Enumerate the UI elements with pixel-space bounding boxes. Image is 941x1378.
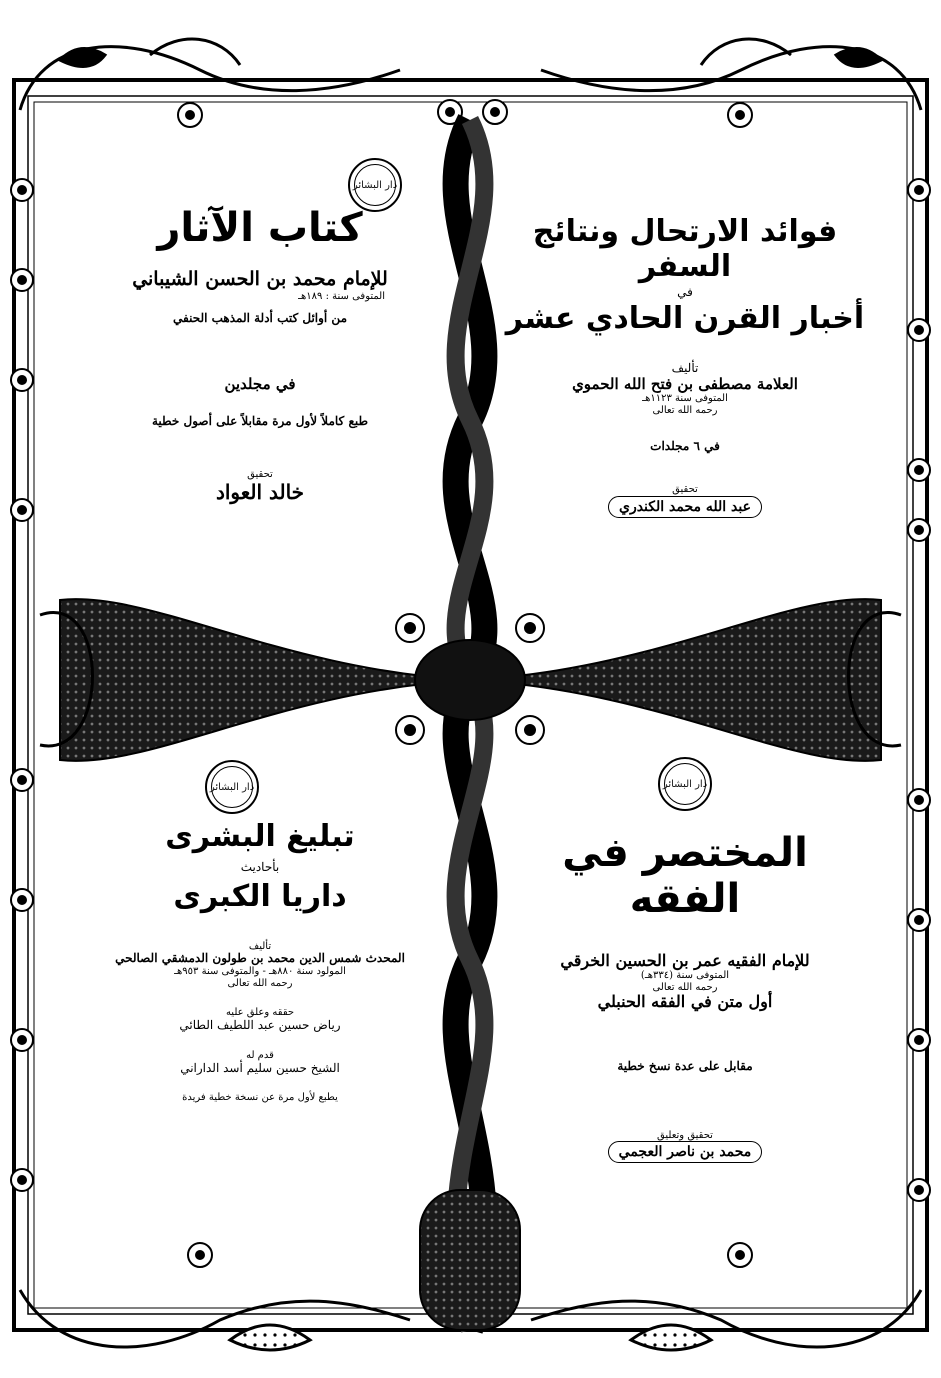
book-subtitle: من أوائل كتب أدلة المذهب الحنفي <box>173 311 347 326</box>
top-scrollwork <box>20 39 921 110</box>
editor-name: خالد العواد <box>215 479 305 504</box>
author-name: للإمام الفقيه عمر بن الحسين الخرقي <box>560 951 810 970</box>
editor-label: تحقيق وتعليق <box>657 1129 713 1141</box>
title-connector: في <box>677 285 693 299</box>
book-panel-bottom-left <box>75 820 445 1103</box>
author-name: العلامة مصطفى بن فتح الله الحموي <box>572 375 798 394</box>
rahimahu-text: رحمه الله تعالى <box>227 977 293 989</box>
life-dates: المولود سنة ٨٨٠هـ - والمتوفى سنة ٩٥٣هـ <box>174 966 346 978</box>
title-connector: بأحاديث <box>240 859 280 874</box>
editor-label: حققه وعلق عليه <box>225 1007 295 1019</box>
editor-label: تحقيق <box>672 484 698 496</box>
seal-text: دار البشائر <box>209 781 255 793</box>
publisher-seal-bottom-left <box>205 760 259 814</box>
death-date: المتوفى سنة : ١٨٩هـ <box>298 290 385 302</box>
publisher-seal-bottom-right <box>658 757 712 811</box>
author-label: تأليف <box>671 361 699 376</box>
intro-author: الشيخ حسين سليم أسد الداراني <box>180 1060 340 1075</box>
editor-frame <box>505 1141 865 1163</box>
seal-text: دار البشائر <box>352 179 398 191</box>
editor-label: تحقيق <box>247 469 273 481</box>
book-title-line1: فوائد الارتحال ونتائج السفر <box>532 214 838 284</box>
book-title: المختصر في الفقه <box>562 830 808 922</box>
volume-count: في ٦ مجلدات <box>650 439 720 454</box>
death-date: المتوفى سنة ١١٢٣هـ <box>642 393 728 405</box>
editor-name: محمد بن ناصر العجمي <box>608 1141 763 1163</box>
book-title-line2: داريا الكبرى <box>173 879 347 915</box>
edition-note: يطبع لأول مرة عن نسخة خطية فريدة <box>182 1091 338 1103</box>
book-panel-top-right <box>505 215 865 518</box>
editor-frame <box>505 496 865 518</box>
rahimahu-text: رحمه الله تعالى <box>652 981 718 993</box>
publisher-seal-top-left <box>348 158 402 212</box>
book-panel-bottom-right <box>505 830 865 1163</box>
author-label: تأليف <box>248 940 272 952</box>
author-name: للإمام محمد بن الحسن الشيباني <box>132 268 388 290</box>
book-title-line1: تبليغ البشرى <box>165 819 355 854</box>
edition-note: طبع كاملاً لأول مرة مقابلاً على أصول خطية <box>152 414 368 429</box>
volume-count: في مجلدين <box>224 375 296 394</box>
collation-note: مقابل على عدة نسخ خطية <box>617 1058 753 1073</box>
death-date: المتوفى سنة (٣٣٤هـ) <box>640 970 730 982</box>
seal-text: دار البشائر <box>662 778 708 790</box>
book-subtitle: أول متن في الفقه الحنبلي <box>597 992 773 1012</box>
book-title-line2: أخبار القرن الحادي عشر <box>505 300 865 336</box>
intro-label: قدم له <box>246 1050 274 1062</box>
rahimahu-text: رحمه الله تعالى <box>652 404 718 416</box>
book-title: كتاب الآثار <box>157 205 363 251</box>
author-name: المحدث شمس الدين محمد بن طولون الدمشقي الصالحي <box>115 951 405 966</box>
book-panel-top-left <box>75 205 445 504</box>
center-bow <box>40 599 901 761</box>
editor-name: عبد الله محمد الكندري <box>608 496 762 518</box>
editor-name: رياض حسين عبد اللطيف الطائي <box>179 1017 341 1032</box>
